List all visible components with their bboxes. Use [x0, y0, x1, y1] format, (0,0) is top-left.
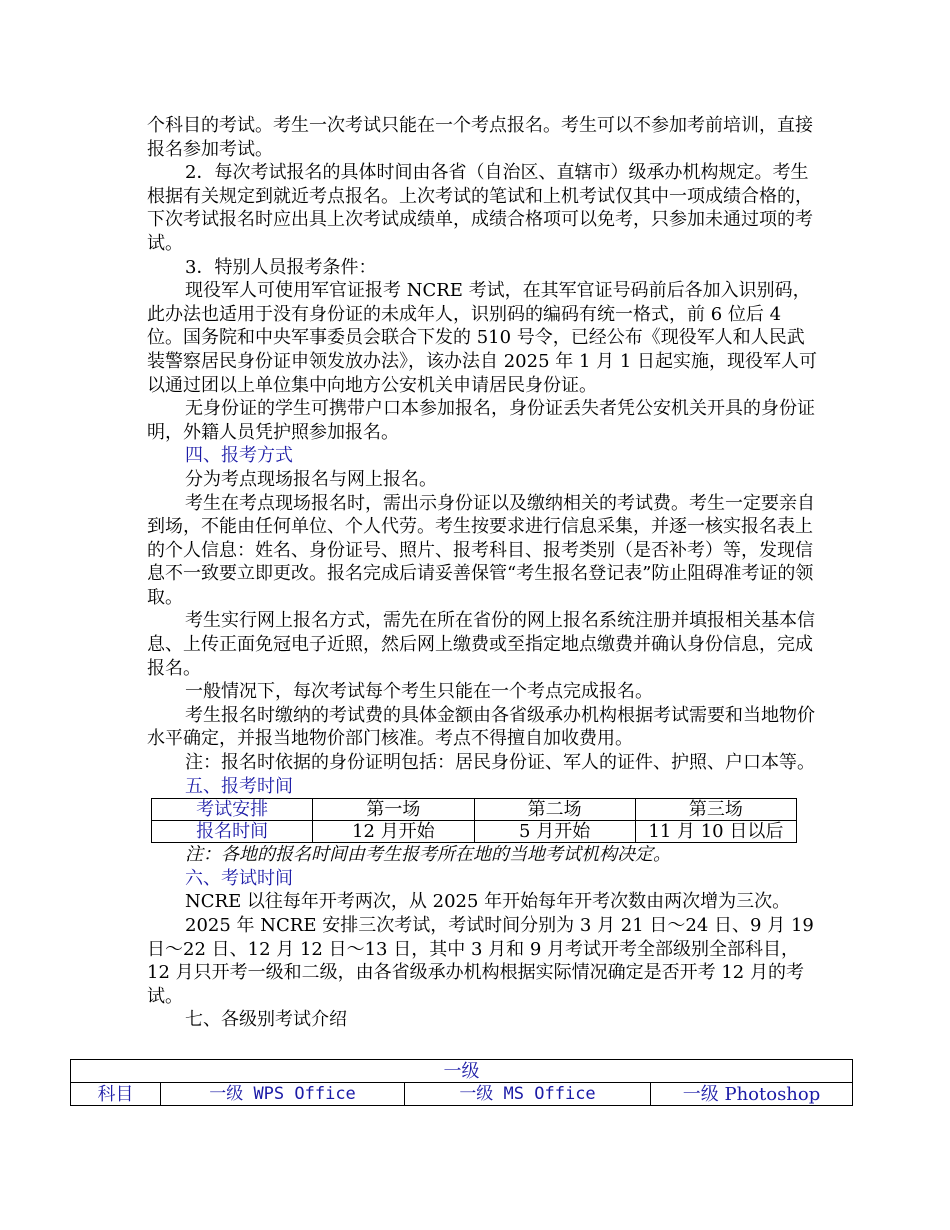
- paragraph: 3．特别人员报考条件：: [185, 256, 377, 278]
- section-heading-registration-time[interactable]: 五、报考时间: [185, 775, 293, 797]
- paragraph: 现役军人可使用军官证报考 NCRE 考试，在其军官证号码前后各加入识别码，此办法也适用于没有身份证的未成年人，识别码的编码有统一格式，前 6 位后 4 位。国务院和中央军事委员会联合下发的 510 号令，已经公布《现役军人和人民武装警察居民身份证申领发放办法》，该办法自 2025 年 1 月 1 日起实施，现役军人可以通过团以上单位集中向地方公安机关申请居民身份证。: [147, 280, 818, 396]
- table-cell: 12 月开始: [313, 821, 474, 843]
- document-body: [147, 114, 820, 1032]
- table-row: [71, 1083, 853, 1106]
- table-row: [152, 799, 797, 821]
- row-label-cell[interactable]: 科目: [71, 1083, 161, 1106]
- paragraph: 分为考点现场报名与网上报名。: [185, 468, 437, 490]
- registration-time-table: [151, 798, 797, 843]
- subject-link-wps[interactable]: 一级 WPS Office: [161, 1083, 405, 1106]
- paragraph: 2025 年 NCRE 安排三次考试，考试时间分别为 3 月 21 日～24 日、9 月 19 日～22 日、12 月 12 日～13 日，其中 3 月和 9 月考试开考全部级别全部科目，12 月只开考一级和二级，由各省级承办机构根据实际情况确定是否开考 12 月的考试。: [147, 915, 814, 1007]
- table-header-cell: 第三场: [635, 799, 796, 821]
- subject-link-photoshop[interactable]: 一级 Photoshop: [651, 1083, 853, 1106]
- table-cell[interactable]: 报名时间: [152, 821, 313, 843]
- section-heading-exam-time[interactable]: 六、考试时间: [185, 867, 293, 889]
- table-header-cell: 第一场: [313, 799, 474, 821]
- level-table-wrapper: [70, 1059, 852, 1106]
- paragraph: 考生实行网上报名方式，需先在所在省份的网上报名系统注册并填报相关基本信息、上传正面免冠电子近照，然后网上缴费或至指定地点缴费并确认身份信息，完成报名。: [147, 610, 815, 679]
- paragraph: 无身份证的学生可携带户口本参加报名，身份证丢失者凭公安机关开具的身份证明，外籍人员凭护照参加报名。: [147, 398, 815, 443]
- table-cell: 11 月 10 日以后: [635, 821, 796, 843]
- table-row: [152, 821, 797, 843]
- paragraph: 考生在考点现场报名时，需出示身份证以及缴纳相关的考试费。考生一定要亲自到场，不能由任何单位、个人代劳。考生按要求进行信息采集，并逐一核实报名表上的个人信息：姓名、身份证号、照片、报考科目、报考类别（是否补考）等，发现信息不一致要立即更改。报名完成后请妥善保管“考生报名登记表”防止阻碍准考证的领取。: [147, 492, 815, 608]
- paragraph: 一般情况下，每次考试每个考生只能在一个考点完成报名。: [185, 681, 653, 703]
- table-header-cell: 第二场: [474, 799, 635, 821]
- section-heading-registration-method[interactable]: 四、报考方式: [185, 445, 293, 467]
- section-heading-level-intro: 七、各级别考试介绍: [185, 1009, 347, 1031]
- paragraph: NCRE 以往每年开考两次，从 2025 年开始每年开考次数由两次增为三次。: [185, 891, 791, 913]
- paragraph: 个科目的考试。考生一次考试只能在一个考点报名。考生可以不参加考前培训，直接报名参加考试。: [147, 115, 813, 160]
- level-title-cell[interactable]: 一级: [71, 1060, 853, 1083]
- table-cell: 5 月开始: [474, 821, 635, 843]
- table-header-cell[interactable]: 考试安排: [152, 799, 313, 821]
- paragraph: 考生报名时缴纳的考试费的具体金额由各省级承办机构根据考试需要和当地物价水平确定，并报当地物价部门核准。考点不得擅自加收费用。: [147, 704, 815, 750]
- table-note: 注：各地的报名时间由考生报考所在地的当地考试机构决定。: [185, 844, 671, 866]
- table-row: [71, 1060, 853, 1083]
- subject-link-ms-office[interactable]: 一级 MS Office: [405, 1083, 651, 1106]
- paragraph: 注：报名时依据的身份证明包括：居民身份证、军人的证件、护照、户口本等。: [185, 752, 815, 774]
- paragraph: 2．每次考试报名的具体时间由各省（自治区、直辖市）级承办机构规定。考生根据有关规定到就近考点报名。上次考试的笔试和上机考试仅其中一项成绩合格的，下次考试报名时应出具上次考试成绩单，成绩合格项可以免考，只参加未通过项的考试。: [147, 162, 813, 254]
- level-one-table: [70, 1059, 853, 1106]
